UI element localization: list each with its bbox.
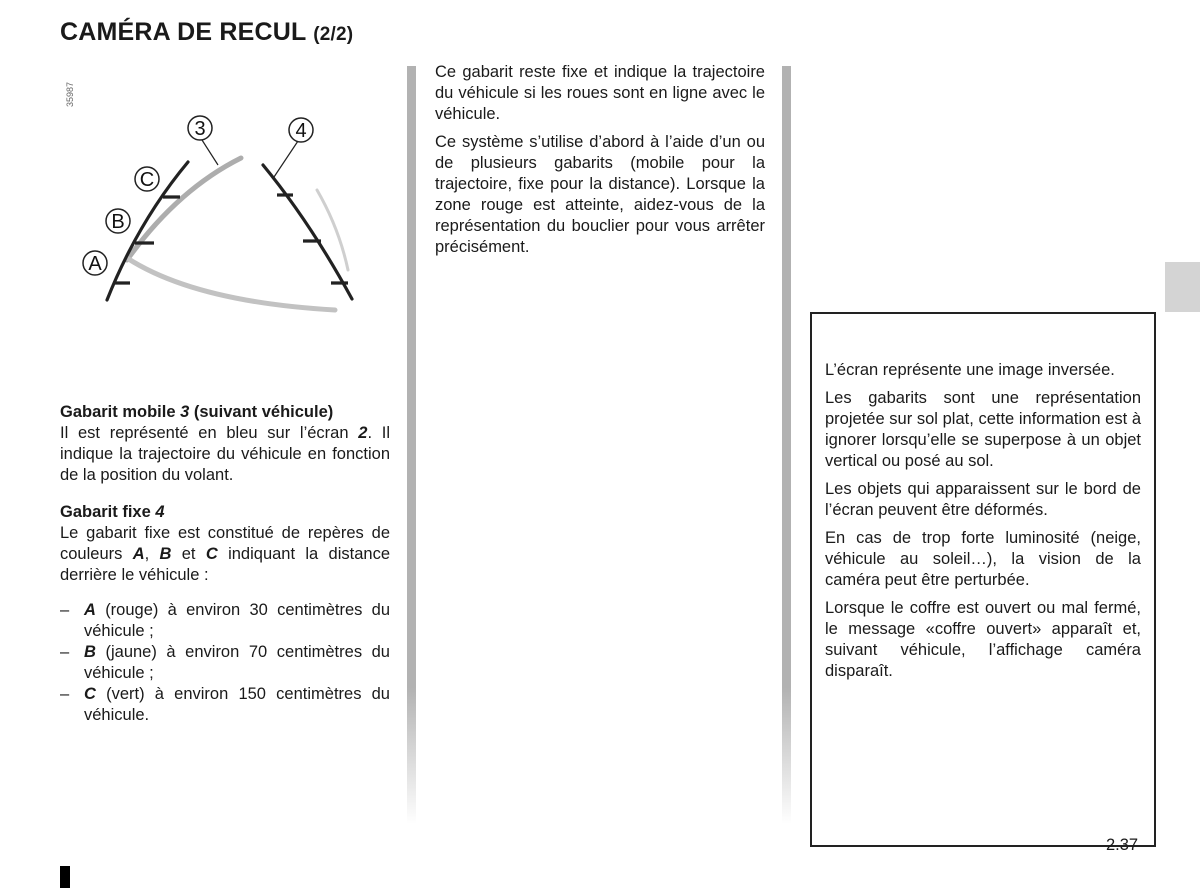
list-item-text: (vert) à environ 150 centimètres du véhicule. xyxy=(84,685,390,724)
fixed-guide-text-a: Le gabarit fixe est constitué de repères de couleurs xyxy=(60,524,390,563)
left-column xyxy=(60,402,390,726)
note-box xyxy=(810,312,1156,847)
list-item xyxy=(60,642,390,684)
middle-paragraph-1: Ce gabarit reste fixe et indique la trajectoire du véhicule si les roues sont en ligne avec le véhicule. xyxy=(435,63,765,123)
crop-mark xyxy=(60,866,70,888)
separator-comma: , xyxy=(144,545,160,563)
fixed-guide-right-line xyxy=(263,165,352,299)
list-item-text: (jaune) à environ 70 centimètres du véhicule ; xyxy=(84,643,390,682)
callout-3-leader xyxy=(202,140,218,165)
page-title-main: CAMÉRA DE RECUL xyxy=(60,18,307,46)
chapter-tab xyxy=(1165,262,1200,312)
marker-a-letter: A xyxy=(132,545,145,563)
fixed-guide-text xyxy=(60,523,390,586)
callout-4-leader xyxy=(274,141,298,177)
mobile-guide-heading xyxy=(60,402,390,423)
fixed-guide-heading-label: Gabarit fixe xyxy=(60,503,156,521)
fixed-guide-heading-number: 4 xyxy=(155,503,165,521)
middle-column xyxy=(435,62,765,258)
list-item xyxy=(60,684,390,726)
figure-id: 35987 xyxy=(65,81,75,107)
distance-list xyxy=(60,600,390,726)
column-divider-right xyxy=(782,66,791,824)
callout-4 xyxy=(289,118,313,142)
callout-c xyxy=(135,167,159,191)
callout-3-label: 3 xyxy=(194,118,206,140)
mobile-guide-right-line xyxy=(317,190,348,270)
callout-b-label: B xyxy=(111,211,125,233)
list-item xyxy=(60,600,390,642)
middle-paragraph-2: Ce système s’utilise d’abord à l’aide d’un ou de plusieurs gabarits (mobile pour la trajectoire, fixe pour la distance). Lorsque la zone rouge est atteinte, aidez-vous de la représentation du bouclier pour vous arrêter précisément. xyxy=(435,133,765,256)
screen-number: 2 xyxy=(358,424,368,442)
callout-a-label: A xyxy=(88,253,102,275)
list-item-letter: A xyxy=(84,601,96,619)
page-number: 2.37 xyxy=(1106,836,1139,854)
separator-and: et xyxy=(171,545,206,563)
page-title-suffix: (2/2) xyxy=(313,24,354,45)
fixed-guide-text-b: indiquant la distance derrière le véhicule : xyxy=(60,545,390,584)
note-paragraph: Lorsque le coffre est ouvert ou mal fermé, le message «coffre ouvert» apparaît et, suivant véhicule, l’affichage caméra disparaît. xyxy=(825,599,1141,680)
list-item-text: (rouge) à environ 30 centimètres du véhicule ; xyxy=(84,601,390,640)
list-item-letter: C xyxy=(84,685,96,703)
callout-b xyxy=(106,209,130,233)
note-paragraph: En cas de trop forte luminosité (neige, véhicule au soleil…), la vision de la caméra peut être perturbée. xyxy=(825,529,1141,589)
callout-3 xyxy=(188,116,212,140)
note-paragraph: Les gabarits sont une représentation projetée sur sol plat, cette information est à ignorer lorsqu’elle se superpose à un objet vertical ou posé au sol. xyxy=(825,389,1141,470)
mobile-guide-text-a: Il est représenté en bleu sur l’écran xyxy=(60,424,359,442)
rear-camera-guides-diagram xyxy=(55,62,385,332)
column-divider-left xyxy=(407,66,416,824)
mobile-guide-text xyxy=(60,423,390,486)
mobile-guide-text-b: . Il indique la trajectoire du véhicule en fonction de la position du volant. xyxy=(60,424,391,484)
callout-a xyxy=(83,251,107,275)
note-paragraph: L’écran représente une image inversée. xyxy=(825,361,1115,379)
marker-c-letter: C xyxy=(205,545,218,563)
mobile-guide-heading-number: 3 xyxy=(180,403,190,421)
list-item-letter: B xyxy=(84,643,96,661)
callout-c-label: C xyxy=(139,169,155,191)
callout-4-label: 4 xyxy=(295,120,307,142)
mobile-guide-bottom-line xyxy=(127,258,335,310)
fixed-guide-heading xyxy=(60,502,390,523)
note-paragraph: Les objets qui apparaissent sur le bord de l’écran peuvent être déformés. xyxy=(825,480,1141,519)
marker-b-letter: B xyxy=(159,545,172,563)
mobile-guide-heading-label: Gabarit mobile xyxy=(60,403,181,421)
mobile-guide-heading-rest: (suivant véhicule) xyxy=(189,403,334,421)
page-title xyxy=(60,18,353,47)
